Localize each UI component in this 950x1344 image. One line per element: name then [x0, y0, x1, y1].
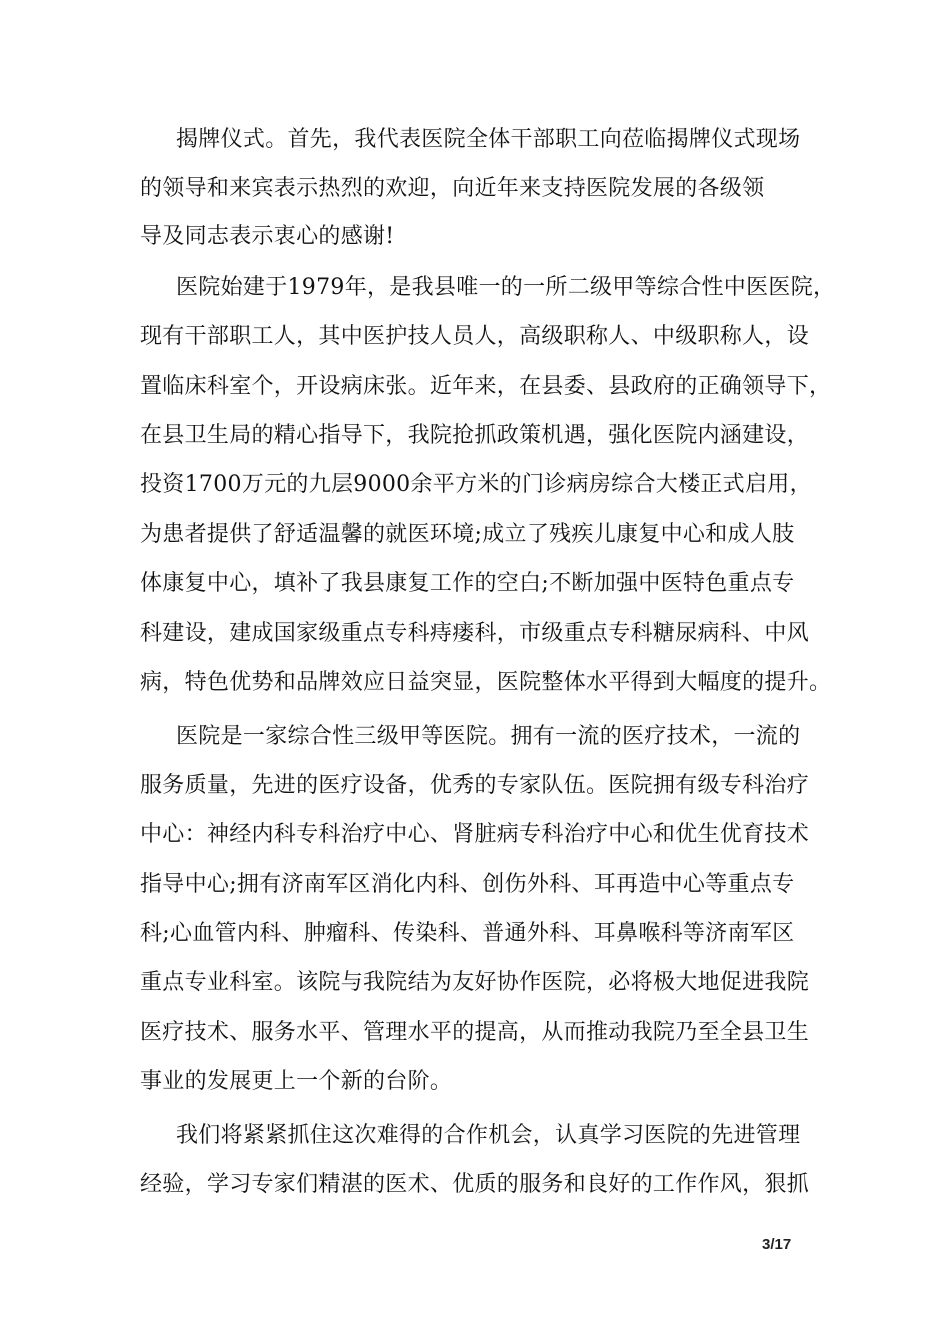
text-line: 医院始建于1979年，是我县唯一的一所二级甲等综合性中医医院，	[176, 275, 836, 300]
text-line: 现有干部职工人，其中医护技人员人，高级职称人、中级职称人，设	[140, 324, 810, 349]
text-line: 病，特色优势和品牌效应日益突显，医院整体水平得到大幅度的提升。	[140, 670, 832, 695]
text-line: 医疗技术、服务水平、管理水平的提高，从而推动我院乃至全县卫生	[140, 1020, 810, 1045]
text-line: 事业的发展更上一个新的台阶。	[140, 1069, 453, 1094]
text-line: 科;心血管内科、肿瘤科、传染科、普通外科、耳鼻喉科等济南军区	[140, 921, 795, 946]
page-number: 3/17	[762, 1236, 792, 1253]
text-line: 服务质量，先进的医疗设备，优秀的专家队伍。医院拥有级专科治疗	[140, 773, 810, 798]
text-line: 置临床科室个，开设病床张。近年来，在县委、县政府的正确领导下，	[140, 374, 832, 399]
text-line: 我们将紧紧抓住这次难得的合作机会，认真学习医院的先进管理	[176, 1123, 801, 1148]
text-line: 重点专业科室。该院与我院结为友好协作医院，必将极大地促进我院	[140, 970, 810, 995]
text-line: 为患者提供了舒适温馨的就医环境;成立了残疾儿康复中心和成人肢	[140, 522, 795, 547]
text-line: 的领导和来宾表示热烈的欢迎，向近年来支持医院发展的各级领	[140, 176, 765, 201]
text-line: 经验，学习专家们精湛的医术、优质的服务和良好的工作作风，狠抓	[140, 1172, 810, 1197]
text-line: 揭牌仪式。首先，我代表医院全体干部职工向莅临揭牌仪式现场	[176, 127, 801, 152]
text-line: 在县卫生局的精心指导下，我院抢抓政策机遇，强化医院内涵建设，	[140, 423, 810, 448]
text-line: 投资1700万元的九层9000余平方米的门诊病房综合大楼正式启用，	[140, 472, 812, 497]
text-line: 导及同志表示衷心的感谢!	[140, 224, 395, 249]
text-line: 科建设，建成国家级重点专科痔瘘科，市级重点专科糖尿病科、中风	[140, 621, 810, 646]
text-line: 体康复中心，填补了我县康复工作的空白;不断加强中医特色重点专	[140, 571, 795, 596]
text-line: 中心：神经内科专科治疗中心、肾脏病专科治疗中心和优生优育技术	[140, 822, 810, 847]
text-line: 医院是一家综合性三级甲等医院。拥有一流的医疗技术，一流的	[176, 724, 801, 749]
text-line: 指导中心;拥有济南军区消化内科、创伤外科、耳再造中心等重点专	[140, 872, 795, 897]
